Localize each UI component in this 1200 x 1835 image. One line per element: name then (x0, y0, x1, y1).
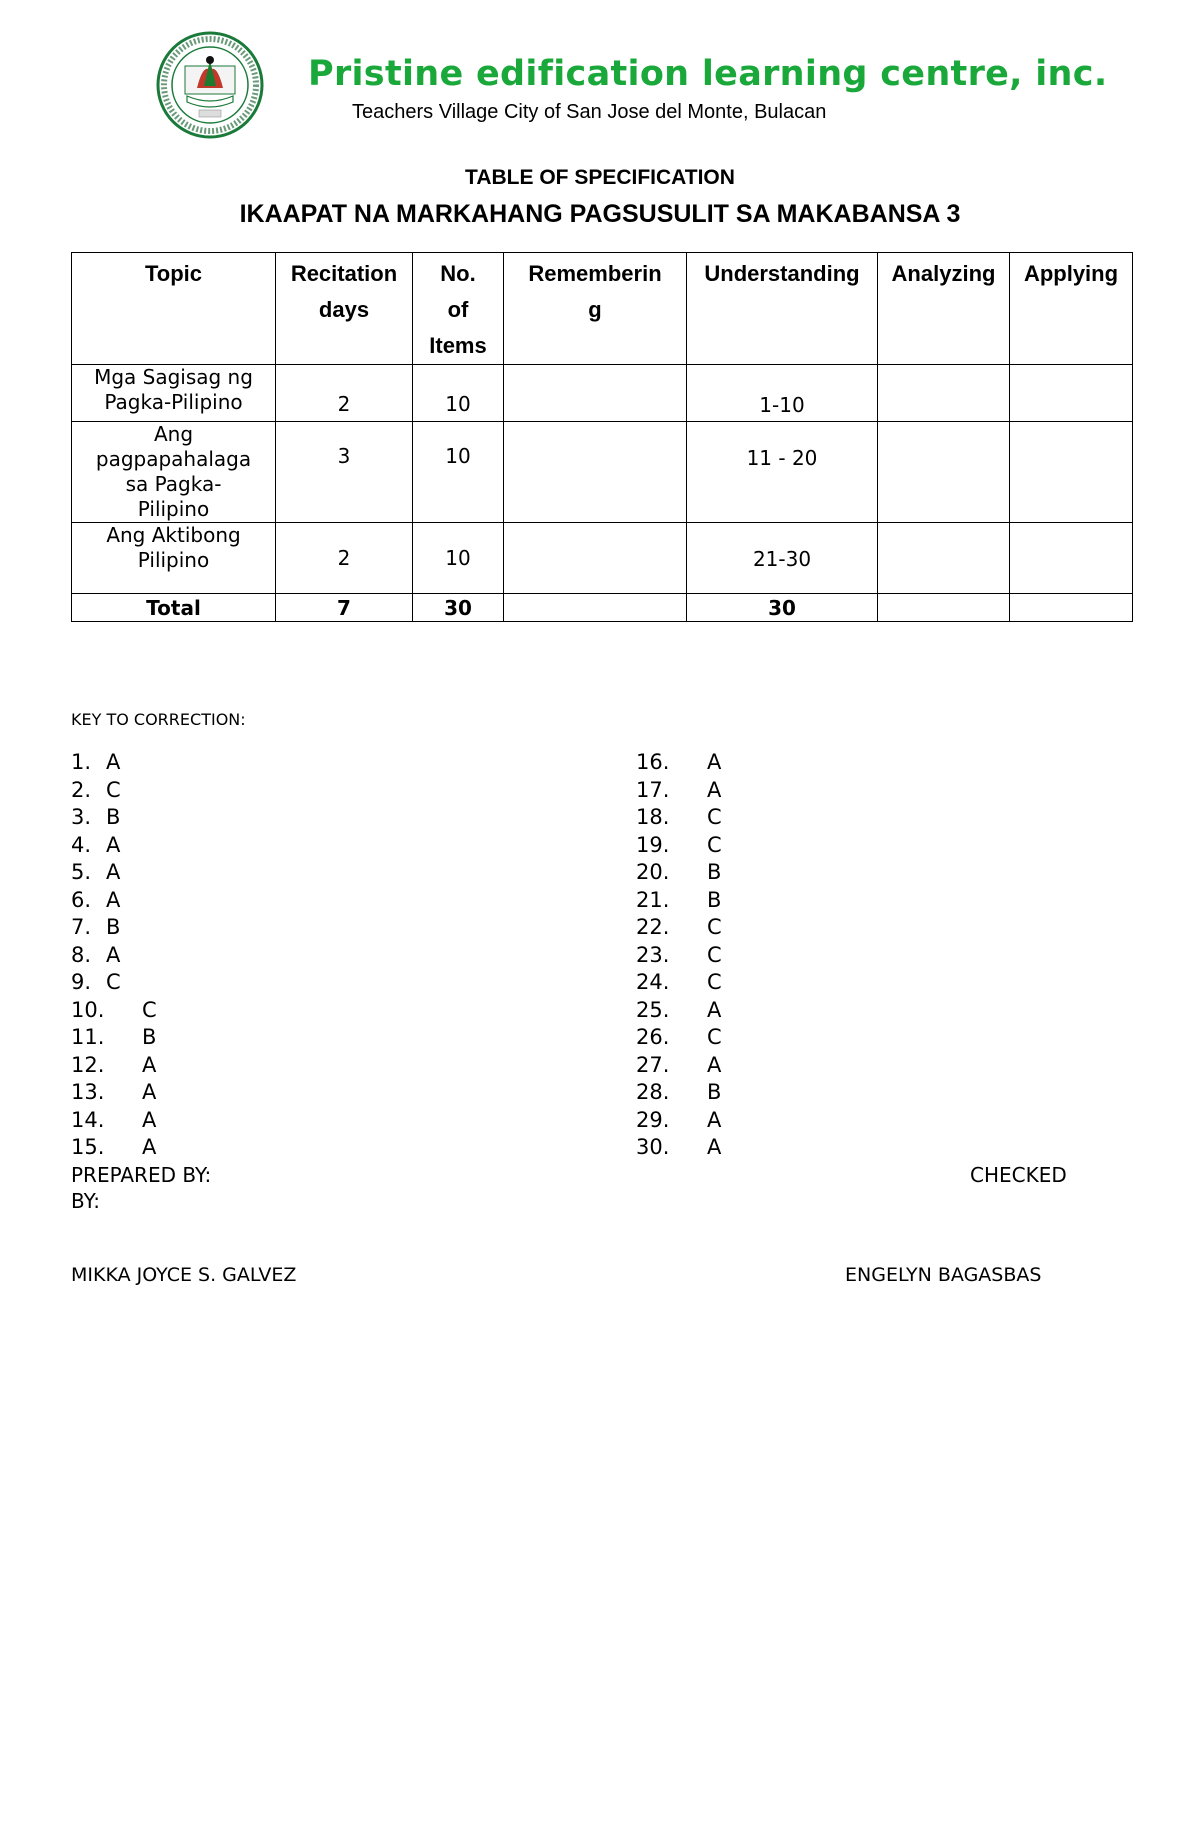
answer-letter: C (707, 832, 722, 857)
answer-number: 20. (636, 860, 670, 884)
answer-key-left-column (71, 749, 271, 1162)
checker-name: ENGELYN BAGASBAS (845, 1264, 1042, 1286)
total-analyzing (878, 594, 1010, 622)
total-applying (1010, 594, 1133, 622)
preparer-name: MIKKA JOYCE S. GALVEZ (71, 1264, 297, 1286)
answer-key-item (71, 887, 271, 915)
prepared-by-label: PREPARED BY: (71, 1163, 212, 1187)
answer-number: 12. (71, 1052, 105, 1077)
items-cell: 10 (413, 365, 504, 422)
answer-key-item (71, 942, 271, 970)
answer-number: 30. (636, 1135, 670, 1159)
total-label: Total (72, 594, 276, 622)
answer-letter: A (707, 750, 722, 774)
total-items: 30 (413, 594, 504, 622)
document-title: TABLE OF SPECIFICATION (465, 166, 735, 189)
understanding-cell: 1-10 (687, 365, 878, 422)
answer-key-item (636, 1024, 836, 1052)
answer-letter: C (707, 805, 722, 829)
days-cell: 3 (276, 422, 413, 523)
answer-letter: C (106, 970, 121, 994)
total-remembering (504, 594, 687, 622)
answer-number: 15. (71, 1135, 105, 1159)
answer-number: 10. (71, 997, 105, 1022)
school-seal-icon (155, 30, 265, 140)
answer-letter: A (106, 887, 121, 912)
checked-label: CHECKED (970, 1163, 1067, 1187)
table-row (72, 422, 1133, 523)
school-address: Teachers Village City of San Jose del Monte, Bulacan (352, 101, 827, 123)
answer-letter: A (707, 1135, 722, 1159)
answer-letter: C (106, 777, 121, 802)
answer-letter: A (142, 1052, 157, 1077)
header-remembering: Rememberin g (504, 253, 687, 365)
answer-letter: B (707, 887, 722, 912)
items-cell: 10 (413, 422, 504, 523)
answer-key-item (636, 1079, 836, 1107)
answer-letter: A (707, 777, 722, 802)
answer-key-item (636, 997, 836, 1025)
answer-key-item (71, 777, 271, 805)
answer-key-item (71, 749, 271, 777)
answer-key-item (71, 804, 271, 832)
table-row (72, 365, 1133, 422)
answer-key-item (636, 1107, 836, 1135)
answer-letter: A (707, 1107, 722, 1132)
applying-cell (1010, 523, 1133, 594)
applying-cell (1010, 365, 1133, 422)
answer-letter: C (707, 915, 722, 939)
answer-letter: B (106, 805, 121, 829)
table-total-row (72, 594, 1133, 622)
topic-cell: Ang pagpapahalaga sa Pagka- Pilipino (72, 422, 276, 523)
answer-letter: C (142, 997, 157, 1022)
answer-key-item (71, 1107, 271, 1135)
answer-number: 27. (636, 1052, 670, 1077)
table-header-row (72, 253, 1133, 365)
answer-number: 17. (636, 777, 670, 802)
answer-key-item (71, 1079, 271, 1107)
answer-number: 19. (636, 832, 670, 857)
total-understanding: 30 (687, 594, 878, 622)
answer-letter: B (142, 1025, 157, 1049)
answer-letter: C (707, 970, 722, 994)
answer-key-item (636, 887, 836, 915)
answer-key-item (636, 1134, 836, 1162)
answer-number: 11. (71, 1025, 105, 1049)
document-subtitle: IKAAPAT NA MARKAHANG PAGSUSULIT SA MAKABANSA 3 (239, 200, 961, 228)
answer-letter: A (106, 832, 121, 857)
answer-letter: B (707, 1080, 722, 1104)
answer-letter: A (707, 997, 722, 1022)
header-no-of-items: No. of Items (413, 253, 504, 365)
answer-number: 24. (636, 970, 670, 994)
days-cell: 2 (276, 365, 413, 422)
analyzing-cell (878, 365, 1010, 422)
topic-cell: Mga Sagisag ng Pagka-Pilipino (72, 365, 276, 422)
remembering-cell (504, 523, 687, 594)
answer-number: 29. (636, 1107, 670, 1132)
analyzing-cell (878, 422, 1010, 523)
answer-letter: A (142, 1107, 157, 1132)
answer-key-right-column (636, 749, 836, 1162)
key-to-correction-label: KEY TO CORRECTION: (71, 710, 246, 729)
answer-letter: A (142, 1135, 157, 1159)
answer-number: 9. (71, 970, 92, 994)
topic-cell: Ang Aktibong Pilipino (72, 523, 276, 594)
answer-letter: A (106, 750, 121, 774)
answer-number: 6. (71, 887, 92, 912)
answer-number: 8. (71, 942, 92, 967)
answer-number: 2. (71, 777, 92, 802)
header-topic: Topic (72, 253, 276, 365)
answer-key-item (71, 832, 271, 860)
answer-letter: B (707, 860, 722, 884)
answer-key-item (636, 942, 836, 970)
header-recitation-days: Recitation days (276, 253, 413, 365)
header-understanding: Understanding (687, 253, 878, 365)
applying-cell (1010, 422, 1133, 523)
answer-number: 4. (71, 832, 92, 857)
header-applying: Applying (1010, 253, 1133, 365)
answer-key-item (636, 832, 836, 860)
answer-number: 21. (636, 887, 670, 912)
answer-number: 25. (636, 997, 670, 1022)
answer-key-item (71, 969, 271, 997)
answer-number: 7. (71, 915, 92, 939)
answer-key-item (71, 859, 271, 887)
answer-number: 28. (636, 1080, 670, 1104)
remembering-cell (504, 365, 687, 422)
understanding-cell: 21-30 (687, 523, 878, 594)
remembering-cell (504, 422, 687, 523)
answer-key-item (636, 777, 836, 805)
answer-letter: A (106, 860, 121, 884)
answer-number: 1. (71, 750, 92, 774)
header-analyzing: Analyzing (878, 253, 1010, 365)
answer-letter: A (106, 942, 121, 967)
school-name: Pristine edification learning centre, inc. (308, 54, 1108, 94)
days-cell: 2 (276, 523, 413, 594)
answer-number: 26. (636, 1025, 670, 1049)
answer-number: 16. (636, 750, 670, 774)
answer-number: 23. (636, 942, 670, 967)
answer-number: 13. (71, 1080, 105, 1104)
answer-number: 14. (71, 1107, 105, 1132)
table-row (72, 523, 1133, 594)
answer-key-item (71, 1052, 271, 1080)
answer-letter: C (707, 1025, 722, 1049)
answer-letter: B (106, 915, 121, 939)
answer-letter: A (142, 1080, 157, 1104)
analyzing-cell (878, 523, 1010, 594)
answer-number: 22. (636, 915, 670, 939)
answer-letter: A (707, 1052, 722, 1077)
answer-number: 5. (71, 860, 92, 884)
answer-key-item (71, 997, 271, 1025)
by-label: BY: (71, 1189, 100, 1213)
answer-key-item (71, 914, 271, 942)
answer-key-item (636, 969, 836, 997)
answer-key-item (71, 1134, 271, 1162)
items-cell: 10 (413, 523, 504, 594)
answer-key-item (71, 1024, 271, 1052)
answer-letter: C (707, 942, 722, 967)
answer-number: 18. (636, 805, 670, 829)
understanding-cell: 11 - 20 (687, 422, 878, 523)
total-days: 7 (276, 594, 413, 622)
answer-key-item (636, 1052, 836, 1080)
answer-key-item (636, 859, 836, 887)
answer-number: 3. (71, 805, 92, 829)
answer-key-item (636, 804, 836, 832)
specification-table (71, 252, 1133, 622)
answer-key-item (636, 749, 836, 777)
answer-key-item (636, 914, 836, 942)
